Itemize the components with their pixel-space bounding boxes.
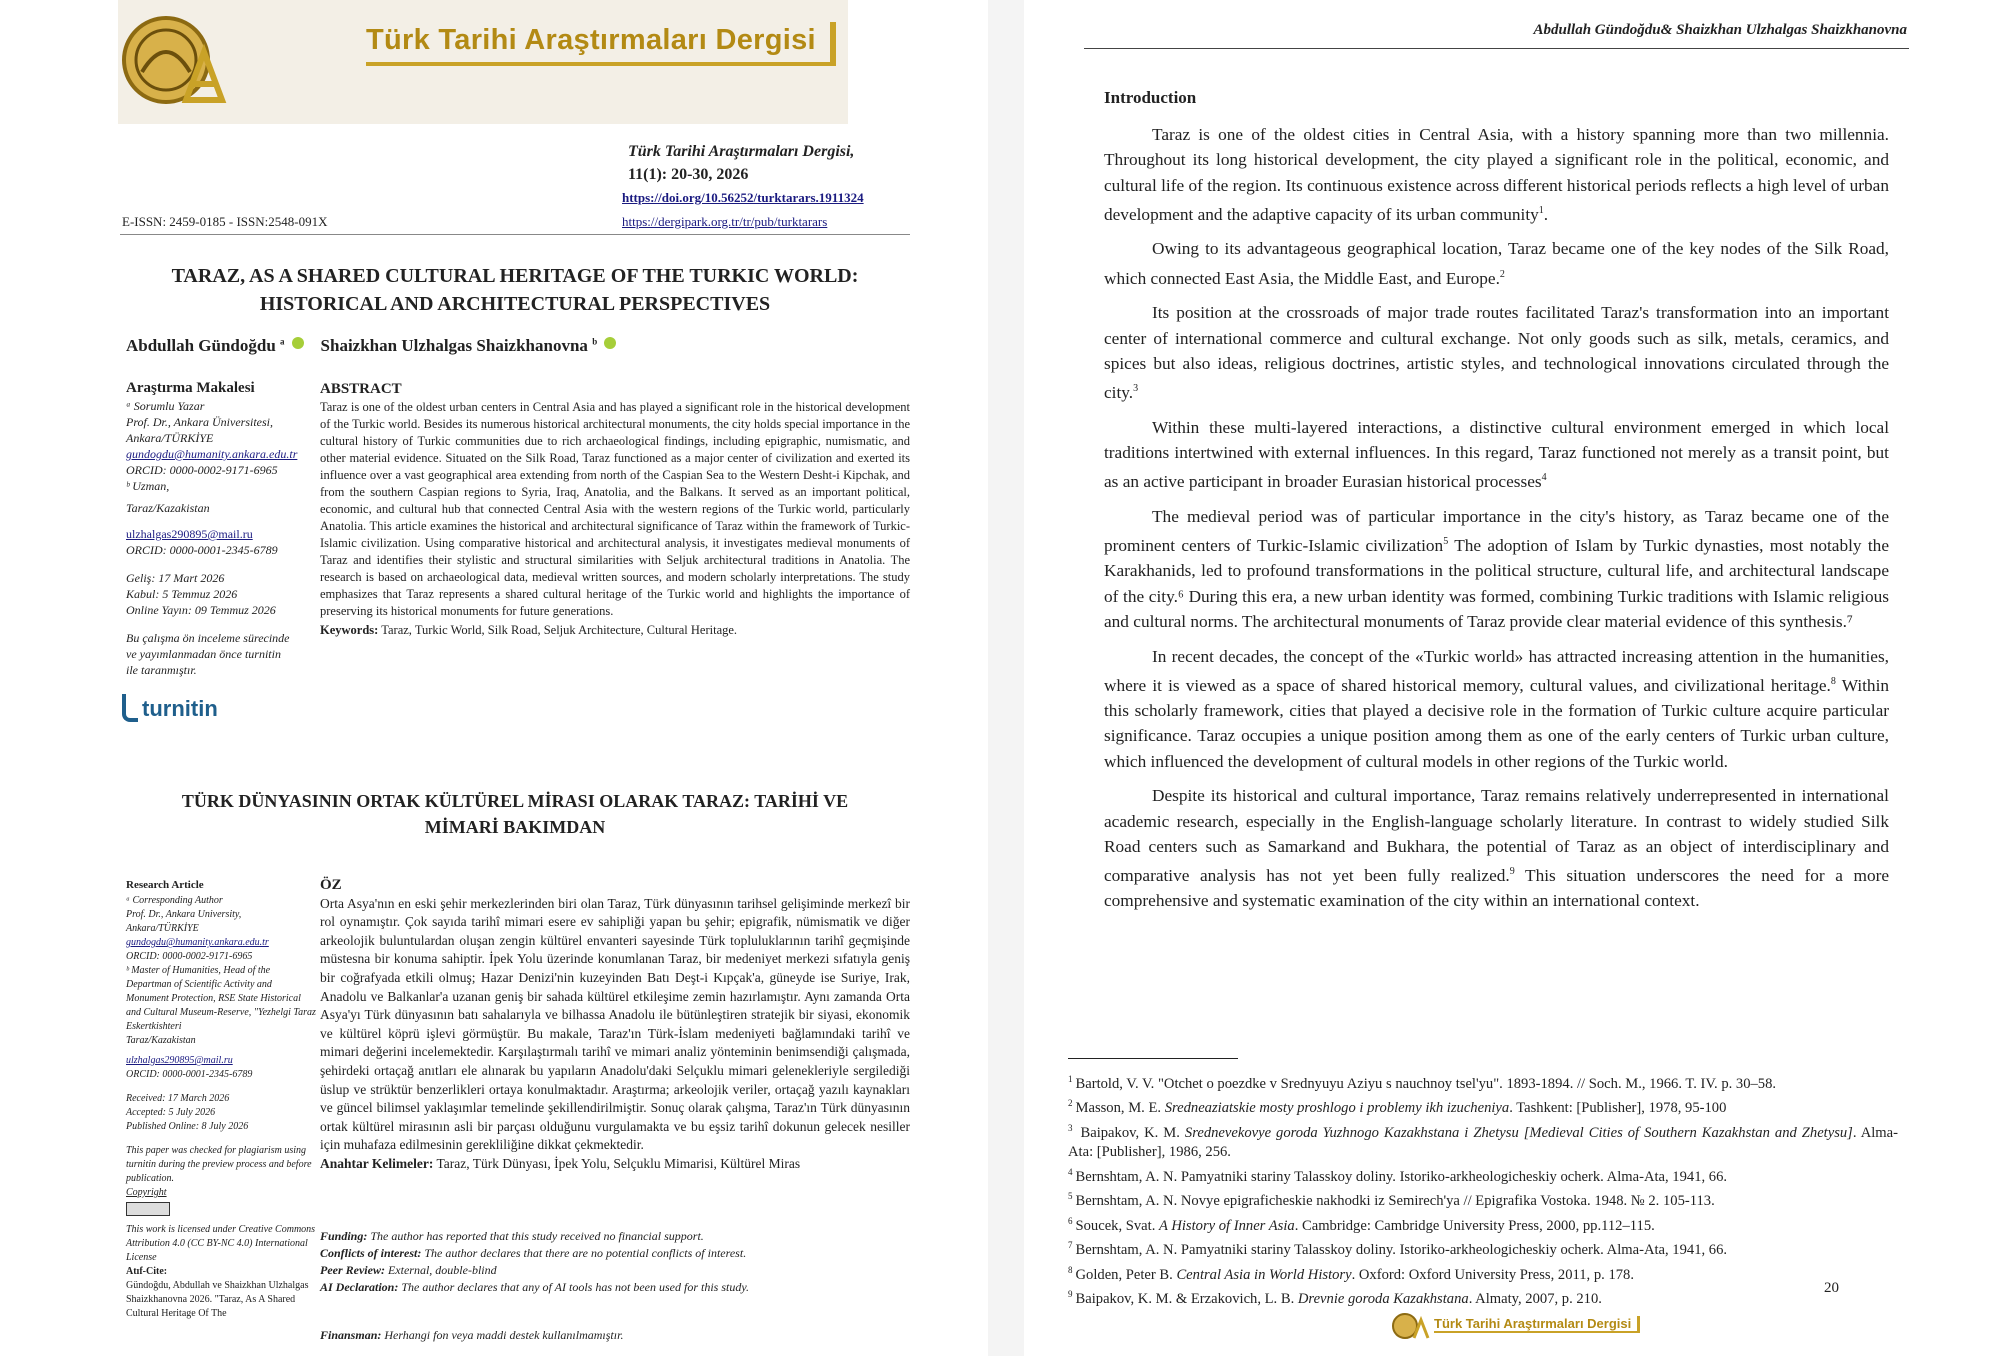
paragraph-tail: The adoption of Islam by Turkic dynasties, most notably the Karakhanids, led to profound transformations in the political structure, cultural life, and architectural landscape of the city.⁶ During this era, a new urban identity was formed, combining Turkic traditions with Islamic religious and cultural norms. The architectural monuments of Taraz provide clear material evidence of this synthesis.⁷ (1104, 535, 1889, 631)
author-line (126, 336, 620, 356)
meta-en-license: This work is licensed under Creative Commons Attribution 4.0 (CC BY-NC 4.0) International License (126, 1224, 316, 1263)
footnote-ref[interactable]: 9 (1509, 866, 1515, 878)
dergipark-link[interactable]: https://dergipark.org.tr/tr/pub/turktarars (622, 214, 828, 229)
keywords-text: Taraz, Turkic World, Silk Road, Seljuk Architecture, Cultural Heritage. (381, 623, 738, 637)
journal-logo-icon (120, 12, 238, 108)
article-notes (320, 1228, 920, 1296)
article-type-en: Research Article (126, 879, 204, 891)
footnote-text: Baipakov, K. M. (1075, 1124, 1185, 1141)
article-meta-en (126, 878, 316, 1321)
footnote-number: 6 (1068, 1215, 1073, 1226)
conflict-note (320, 1245, 920, 1262)
paragraph-tail: This situation underscores the need for a more comprehensive and systematic examination of the city within an international context. (1104, 866, 1890, 911)
intro-paragraph (1104, 300, 1889, 405)
keywords (320, 622, 910, 639)
paragraph-tail: Within this scholarly framework, cities that played a decisive role in the formation of Turkic culture acquire particular significance. Taraz occupies a unique position among them as one of the early centers of Turkic urban culture, which influenced the development of cultural models in other regions of the Turkic world. (1104, 675, 1890, 771)
finansman-text: Herhangi fon veya maddi destek kullanılmamıştır. (384, 1328, 624, 1342)
keywords-label: Keywords: (320, 623, 379, 637)
citation-block (622, 140, 928, 209)
title-tr-line1: TÜRK DÜNYASININ ORTAK KÜLTÜREL MİRASI OLARAK TARAZ: TARİHİ VE (181, 791, 849, 811)
intro-paragraph (1104, 504, 1889, 634)
abstract-text: Taraz is one of the oldest urban centers in Central Asia and has played a significant role in the historical development of the Turkic world. Besides its numerous historical architectural monuments, the city holds special importance in the cultural history of Turkic communities due to rich archaeological findings, including epigraphic, numismatic, and other material evidence. Situated on the Silk Road, Taraz functioned as a major center of civilization and exerted its influence over a vast geographical area extending from north of the Caspian Sea to the Western Desht-i Kipchak, and from the southern Caspian regions to Syria, Iraq, Anatolia, and the Balkans. It served as an important political, economic, and cultural hub that connected Central Asia with the western regions of the Turkic world, particularly Anatolia. This article examines the historical and architectural significance of Taraz within the framework of Turkic-Islamic civilization. Using comparative historical and architectural analysis, it investigates medieval monuments of Taraz and identifies their stylistic and structural similarities with Seljuk architectural traditions in Anatolia. The research is based on archaeological data, medieval written sources, and modern scholarly interpretations. The study emphasizes that Taraz represents a shared cultural heritage of the Turkic world and highlights the importance of preserving its historical monuments for future generations. (320, 400, 910, 618)
oz-keywords-text: Taraz, Türk Dünyası, İpek Yolu, Selçuklu Mimarisi, Kültürel Miras (436, 1155, 801, 1171)
section-heading: Introduction (1104, 88, 1197, 107)
oz-heading: ÖZ (320, 877, 342, 893)
finansman-label: Finansman: (320, 1328, 382, 1342)
footnote-number: 3 (1068, 1122, 1073, 1133)
meta-accepted: Kabul: 5 Temmuz 2026 (126, 587, 238, 601)
article-meta-tr (126, 380, 316, 678)
article-type-tr: Araştırma Makalesi (126, 380, 255, 396)
intro-paragraph (1104, 415, 1889, 495)
footnote-text: Bartold, V. V. "Otchet o poezdke v Srednyuyu Aziyu s nauchnoy tsel'yu". 1893-1894. // Soch. M., 1966. T. IV. p. 30–58. (1075, 1075, 1777, 1092)
footnote-ref[interactable]: 4 (1541, 472, 1547, 484)
footnote-text-tail: . Almaty, 2007, p. 210. (1468, 1291, 1602, 1308)
peer-note (320, 1262, 920, 1279)
meta-check-line3: ile taranmıştır. (126, 663, 197, 677)
title-tr-line2: MİMARİ BAKIMDAN (424, 817, 606, 837)
meta-a2-orcid: ORCID: 0000-0001-2345-6789 (126, 543, 278, 557)
paragraph-text: The medieval period was of particular importance in the city's history, as Taraz became one of the prominent centers of Turkic-Islamic civilization (1104, 506, 1889, 555)
footnote-text-tail: . Alma-Ata: [Publisher], 1986, 256. (1068, 1124, 1898, 1161)
meta-en-a1-line1: Prof. Dr., Ankara University, (126, 909, 242, 920)
left-page (0, 0, 988, 1356)
intro-paragraph (1104, 644, 1889, 774)
footnote-ref[interactable]: 2 (1499, 268, 1505, 280)
footnote-rule (1068, 1058, 1238, 1059)
footnote-item (1068, 1236, 1898, 1260)
author2-sup: b (592, 336, 598, 347)
article-title-tr (120, 788, 910, 840)
citation-volume: 11(1): 20-30, 2026 (628, 166, 749, 183)
footnote-title: A History of Inner Asia (1159, 1217, 1295, 1234)
paragraph-text: Within these multi-layered interactions, a distinctive cultural environment emerged in which local traditions intertwined with external influences. In this regard, Taraz functioned not merely as a transit point, but as an active participant in broader Eurasian historical processes (1104, 417, 1889, 492)
right-page (1024, 0, 2012, 1356)
footnote-ref[interactable]: 3 (1133, 383, 1139, 395)
footnote-number: 9 (1068, 1289, 1073, 1300)
abstract-section (320, 381, 910, 639)
intro-paragraph (1104, 236, 1889, 290)
cc-license-icon[interactable] (126, 1202, 170, 1216)
meta-en-check: This paper was checked for plagiarism using turnitin during the preview process and before publication. (126, 1145, 312, 1184)
meta-a2-line1: Taraz/Kazakistan (126, 501, 210, 515)
author1-sup: a (280, 336, 285, 347)
meta-en-received: Received: 17 March 2026 (126, 1093, 230, 1104)
meta-a1-label: ᵃ Sorumlu Yazar (126, 399, 205, 413)
footnote-title: Srednevekovye goroda Yuzhnogo Kazakhstana i Zhetysu [Medieval Cities of Southern Kazakhstan and Zhetysu] (1184, 1124, 1853, 1141)
title-en-line1: TARAZ, AS A SHARED CULTURAL HERITAGE OF THE TURKIC WORLD: (171, 265, 859, 287)
turnitin-label: turnitin (142, 696, 218, 721)
footnote-item (1068, 1187, 1898, 1211)
meta-check-line1: Bu çalışma ön inceleme sürecinde (126, 631, 290, 645)
header-divider (120, 234, 910, 235)
issn: E-ISSN: 2459-0185 - ISSN:2548-091X (122, 214, 328, 229)
meta-en-cite-label: Atıf-Cite: (126, 1266, 168, 1277)
footnote-text: Golden, Peter B. (1075, 1266, 1177, 1283)
author1-email-link-en[interactable]: gundogdu@humanity.ankara.edu.tr (126, 937, 269, 948)
footnote-item (1068, 1094, 1898, 1118)
oz-keywords-label: Anahtar Kelimeler: (320, 1155, 434, 1171)
page-number: 20 (1824, 1280, 1839, 1296)
footnote-title: Central Asia in World History (1176, 1266, 1352, 1283)
peer-text: External, double-blind (387, 1263, 497, 1277)
meta-a1-line1: Prof. Dr., Ankara Üniversitesi, (126, 415, 273, 429)
intro-paragraph (1104, 783, 1889, 913)
footnote-text: Masson, M. E. (1075, 1100, 1165, 1117)
orcid-icon[interactable] (604, 337, 616, 349)
footnote-ref[interactable]: 8 (1830, 675, 1836, 687)
footnote-number: 5 (1068, 1191, 1073, 1202)
oz-section (320, 876, 910, 1174)
doi-link[interactable]: https://doi.org/10.56252/turktarars.1911324 (622, 190, 864, 205)
footnote-item (1068, 1119, 1898, 1163)
footnote-ref[interactable]: 1 (1538, 204, 1544, 216)
paragraph-text: Its position at the crossroads of major trade routes facilitated Taraz's transformation into an important center of international commerce and cultural exchange. Not only goods such as silk, metals, ceramics, and spices but also ideas, religious doctrines, artistic styles, and technological innovations circulated through the city. (1104, 303, 1889, 402)
peer-label: Peer Review: (320, 1263, 385, 1277)
meta-en-a1-line2: Ankara/TÜRKİYE (126, 923, 199, 934)
meta-en-accepted: Accepted: 5 July 2026 (126, 1107, 216, 1118)
footnote-text: Bernshtam, A. N. Pamyatniki stariny Talasskoy doliny. Istoriko-arkheologicheskiy ocherk. Alma-Ata, 1941, 66. (1075, 1168, 1728, 1185)
paragraph-tail: . (1543, 204, 1549, 224)
meta-a2-label: ᵇ Uzman, (126, 479, 170, 493)
footnote-number: 7 (1068, 1240, 1073, 1251)
footnote-text-tail: . Cambridge: Cambridge University Press, 2000, pp.112–115. (1294, 1217, 1655, 1234)
footnote-item (1068, 1212, 1898, 1236)
article-title-en (120, 262, 910, 318)
running-head-divider (1084, 48, 1909, 49)
meta-en-published: Published Online: 8 July 2026 (126, 1121, 249, 1132)
footnote-number: 2 (1068, 1098, 1073, 1109)
footnote-title: Drevnie goroda Kazakhstana (1297, 1291, 1469, 1308)
title-en-line2: HISTORICAL AND ARCHITECTURAL PERSPECTIVES (259, 293, 771, 315)
paragraph-text: Despite its historical and cultural importance, Taraz remains relatively underrepresented in international academic research, especially in the English-language scholarly literature. In contrast to widely studied Silk Road centers such as Samarkand and Bukhara, the potential of Taraz as an object of interdisciplinary and comparative analysis has not yet been fully realized. (1104, 786, 1889, 886)
footnote-text: Bernshtam, A. N. Pamyatniki stariny Talasskoy doliny. Istoriko-arkheologicheskiy ocherk. Alma-Ata, 1941, 66. (1075, 1242, 1728, 1259)
footnote-title: Sredneaziatskie mosty proshlogo i problemy ikh izucheniya (1164, 1100, 1510, 1117)
turnitin-icon (122, 694, 138, 722)
footnote-text: Bernshtam, A. N. Novye epigraficheskie nakhodki iz Semirech'ya // Epigrafika Vostoka. 1948. № 2. 105-113. (1075, 1193, 1715, 1210)
running-head: Abdullah Gündoğdu& Shaizkhan Ulzhalgas Shaizkhanovna (1533, 22, 1907, 38)
paragraph-text: In recent decades, the concept of the «Turkic world» has attracted increasing attention in the humanities, where it is viewed as a space of shared historical memory, cultural values, and civilizational heritage. (1104, 646, 1889, 695)
meta-en-a1-label: ᵃ Corresponding Author (126, 895, 223, 906)
funding-label: Funding: (320, 1229, 368, 1243)
footnote-text-tail: . Oxford: Oxford University Press, 2011, p. 178. (1351, 1266, 1634, 1283)
footnote-item (1068, 1261, 1898, 1285)
meta-a1-orcid: ORCID: 0000-0002-9171-6965 (126, 463, 278, 477)
abstract-heading: ABSTRACT (320, 381, 402, 397)
paragraph-text: Taraz is one of the oldest cities in Central Asia, with a history spanning more than two millennia. Throughout its long historical development, the city played a significant role in the political, economic, and cultural life of the region. Its continuous existence across different historical periods reflects a high level of urban development and the adaptive capacity of its urban community (1104, 125, 1889, 224)
meta-online: Online Yayın: 09 Temmuz 2026 (126, 603, 276, 617)
meta-en-a2-orcid: ORCID: 0000-0001-2345-6789 (126, 1069, 253, 1080)
meta-en-a1-orcid: ORCID: 0000-0002-9171-6965 (126, 951, 253, 962)
funding-note (320, 1228, 920, 1245)
ai-note (320, 1279, 920, 1296)
turnitin-logo (122, 694, 218, 722)
author2-name: Shaizkhan Ulzhalgas Shaizkhanovna (320, 336, 588, 355)
footnote-text-tail: . Tashkent: [Publisher], 1978, 95-100 (1509, 1100, 1727, 1117)
author1-name: Abdullah Gündoğdu (126, 336, 276, 355)
footnote-item (1068, 1285, 1898, 1309)
author1-email-link[interactable]: gundogdu@humanity.ankara.edu.tr (126, 447, 298, 461)
intro-paragraph (1104, 122, 1889, 227)
finansman-note (320, 1328, 920, 1343)
paragraph-text: Owing to its advantageous geographical location, Taraz became one of the key nodes of the Silk Road, which connected East Asia, the Middle East, and Europe. (1104, 239, 1889, 288)
footnotes (1068, 1070, 1898, 1310)
footnote-text: Baipakov, K. M. & Erzakovich, L. B. (1075, 1291, 1298, 1308)
meta-en-a2-line1: Taraz/Kazakistan (126, 1035, 196, 1046)
footnote-item (1068, 1070, 1898, 1094)
oz-keywords (320, 1155, 910, 1174)
conflict-label: Conflicts of interest: (320, 1246, 422, 1260)
journal-logo-title: Türk Tarihi Araştırmaları Dergisi (366, 22, 836, 66)
meta-received: Geliş: 17 Mart 2026 (126, 571, 225, 585)
footer-logo-icon (1390, 1310, 1430, 1340)
orcid-icon[interactable] (292, 337, 304, 349)
footer-journal-title: Türk Tarihi Araştırmaları Dergisi (1434, 1316, 1640, 1333)
oz-text: Orta Asya'nın en eski şehir merkezlerinden biri olan Taraz, Türk dünyasının tarihsel gelişiminde merkezî bir rol oynamıştır. Çok sayıda tarihî mimari esere ev sahipliği yapan bu şehir; epigrafik, nümismatik ve diğer arkeolojik buluntulardan oluşan zengin kültürel envanteri sayesinde Türk topluluklarının tarihî geçmişinde müstesna bir konuma sahiptir. İpek Yolu üzerinde konumlanan Taraz, bir medeniyet merkezi sıfatıyla geniş bir coğrafyada etkili olmuş; Hazar Denizi'nin kuzeyinden Batı Deşt-i Kıpçak'a, güneyde ise Suriye, Irak, Anadolu ve Balkanlar'a uzanan geniş bir sahada kültürel etkileşime zemin hazırlamıştır. Aynı zamanda Orta Asya'yı Türk dünyasının batı sahalarıyla ve bilhassa Anadolu ile bütünleştiren stratejik bir siyasi, ekonomik ve kültürel köprü işlevi görmüştür. Bu makale, Taraz'ın Türk-İslam medeniyeti bağlamındaki tarihî ve mimari değerini incelemektedir. Karşılaştırmalı tarihî ve mimari analiz yönteminin benimsendiği çalışmada, şehirdeki ortaçağ anıtları ele alınarak bu yapıların Anadolu'daki Selçuklu mimari gelenekleriyle sergilediği üslup ve strüktür benzerlikleri ortaya konulmaktadır. Araştırma; arkeolojik veriler, ortaçağ yazılı kaynakları ve güncel bilimsel yaklaşımlar temelinde şekillendirilmiştir. Sonuç olarak çalışma, Taraz'ın Türk dünyasının ortak kültürel mirasının asli bir parçası olduğunu vurgulamakta ve bu eşsiz tarihî dokunun gelecek nesiller için muhafaza edilmesinin gerekliliğine dikkat çekmektedir. (320, 895, 910, 1153)
footnote-item (1068, 1163, 1898, 1187)
meta-en-a2-label: ᵇ Master of Humanities, Head of the Departman of Scientific Activity and Monument Protection, RSE State Historical and Cultural Museum-Reserve, "Yezhelgi Taraz Eskertkishteri (126, 965, 316, 1032)
footnote-text: Soucek, Svat. (1075, 1217, 1160, 1234)
conflict-text: The author declares that there are no potential conflicts of interest. (424, 1246, 747, 1260)
ai-label: AI Declaration: (320, 1280, 399, 1294)
funding-text: The author has reported that this study received no financial support. (370, 1229, 704, 1243)
citation-journal: Türk Tarihi Araştırmaları Dergisi, (628, 143, 855, 160)
footnote-number: 4 (1068, 1166, 1073, 1177)
author2-email-link[interactable]: ulzhalgas290895@mail.ru (126, 527, 253, 541)
page-gutter (988, 0, 1024, 1356)
meta-en-cite-text: Gündoğdu, Abdullah ve Shaizkhan Ulzhalgas Shaizkhanovna 2026. "Taraz, As A Shared Cultural Heritage Of The (126, 1280, 309, 1319)
meta-en-copyright: Copyright (126, 1187, 167, 1198)
footnote-number: 1 (1068, 1074, 1073, 1084)
footnote-ref[interactable]: 5 (1443, 536, 1449, 548)
author2-email-link-en[interactable]: ulzhalgas290895@mail.ru (126, 1055, 233, 1066)
footnote-number: 8 (1068, 1264, 1073, 1275)
intro-body (1104, 122, 1889, 923)
ai-text: The author declares that any of AI tools has not been used for this study. (401, 1280, 749, 1294)
meta-check-line2: ve yayımlanmadan önce turnitin (126, 647, 281, 661)
meta-a1-line2: Ankara/TÜRKİYE (126, 431, 214, 445)
